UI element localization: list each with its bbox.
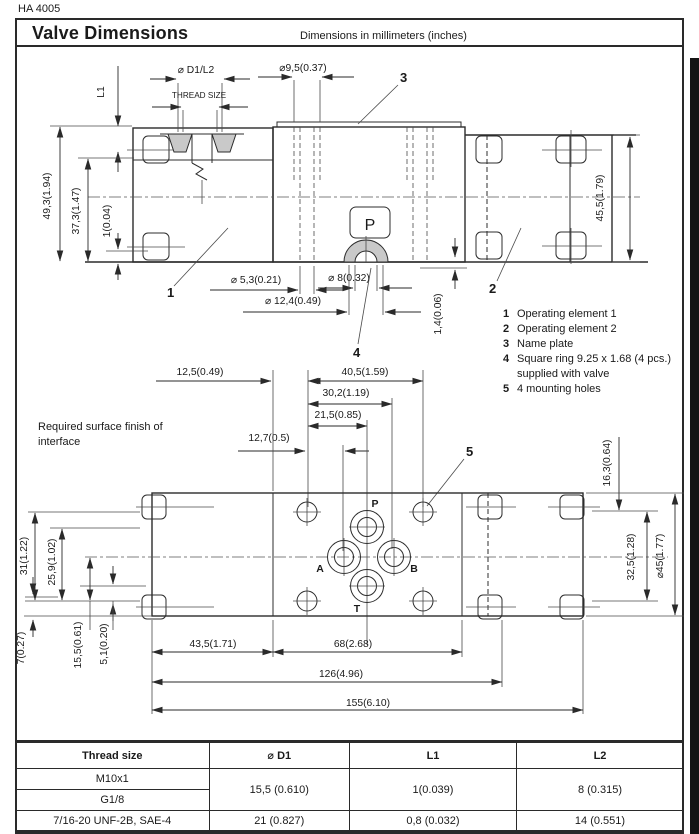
dim-label: 12,7(0.5) bbox=[248, 433, 290, 444]
dim-label: ⌀ 8(0.32) bbox=[328, 273, 370, 284]
cell-l2-merged: 8 (0.315) bbox=[516, 769, 683, 811]
port-label-t: T bbox=[353, 603, 361, 615]
col-header-l1: L1 bbox=[349, 742, 516, 769]
dim-label: 16,3(0.64) bbox=[602, 439, 613, 487]
dim-label: 12,5(0.49) bbox=[176, 367, 224, 378]
legend-item-number: 3 bbox=[503, 338, 510, 350]
table-header-row bbox=[16, 742, 684, 769]
dim-label: 155(6.10) bbox=[345, 698, 391, 709]
legend-item-text: Name plate bbox=[517, 338, 574, 350]
cell-d1-merged: 15,5 (0.610) bbox=[209, 769, 349, 811]
cell-thread-m10x1: M10x1 bbox=[16, 769, 210, 790]
dim-label: 7(0.27) bbox=[16, 631, 27, 665]
dim-label: ⌀9,5(0.37) bbox=[279, 63, 327, 74]
cell-d1-unf: 21 (0.827) bbox=[209, 811, 349, 833]
legend-item bbox=[503, 322, 671, 337]
port-label-a: A bbox=[316, 563, 324, 575]
callout-2: 2 bbox=[489, 281, 497, 296]
legend-item-number: 2 bbox=[503, 323, 510, 335]
legend-item-number: 5 bbox=[503, 383, 510, 395]
legend-item bbox=[503, 367, 671, 382]
dim-label: ⌀ D1/L2 bbox=[177, 65, 215, 76]
legend-item-number: 1 bbox=[503, 308, 510, 320]
upper-side-view bbox=[85, 80, 648, 264]
port-label-b: B bbox=[410, 563, 418, 575]
cell-l1-merged: 1(0.039) bbox=[349, 769, 516, 811]
table-row bbox=[16, 811, 684, 833]
legend-item-text: 4 mounting holes bbox=[517, 383, 601, 395]
surface-finish-note bbox=[38, 420, 163, 450]
cell-thread-g18: G1/8 bbox=[16, 790, 210, 811]
thread-dimensions-table bbox=[15, 740, 684, 834]
legend-item-text: Square ring 9.25 x 1.68 (4 pcs.) bbox=[517, 353, 672, 365]
dim-label: 68(2.68) bbox=[333, 639, 373, 650]
dim-label: 45,5(1.79) bbox=[595, 174, 606, 222]
dim-label: 49,3(1.94) bbox=[42, 172, 53, 220]
legend-item-text: Operating element 1 bbox=[517, 308, 617, 320]
dim-label: 1,4(0.06) bbox=[433, 293, 444, 335]
document-code: HA 4005 bbox=[18, 3, 61, 15]
dim-label: 40,5(1.59) bbox=[341, 367, 389, 378]
cell-l2-unf: 14 (0.551) bbox=[516, 811, 683, 833]
legend-item bbox=[503, 352, 671, 367]
col-header-d1: ⌀ D1 bbox=[209, 742, 349, 769]
dim-label: 15,5(0.61) bbox=[73, 621, 84, 669]
callout-1: 1 bbox=[167, 285, 175, 300]
port-p-marking: P bbox=[364, 217, 376, 234]
page-edge-bar bbox=[690, 58, 699, 834]
surface-finish-note-line2: interface bbox=[38, 436, 81, 448]
col-header-l2: L2 bbox=[516, 742, 683, 769]
dim-label: ⌀ 5,3(0.21) bbox=[230, 275, 282, 286]
col-header-thread-size: Thread size bbox=[16, 742, 210, 769]
dim-label: 5,1(0.20) bbox=[99, 623, 110, 665]
page-title: Valve Dimensions bbox=[32, 23, 189, 43]
port-label-p: P bbox=[371, 498, 379, 510]
dim-label: 1(0.04) bbox=[102, 204, 113, 238]
callout-5: 5 bbox=[466, 444, 474, 459]
legend-item-text: Operating element 2 bbox=[517, 323, 617, 335]
legend-item bbox=[503, 307, 671, 322]
surface-finish-note-line1: Required surface finish of bbox=[38, 421, 163, 433]
legend-item bbox=[503, 382, 671, 397]
dim-label: 30,2(1.19) bbox=[322, 388, 370, 399]
lower-top-view bbox=[85, 493, 668, 619]
dim-label: THREAD SIZE bbox=[171, 91, 227, 100]
legend-item bbox=[503, 337, 671, 352]
lower-view-dimensions bbox=[16, 437, 684, 714]
legend-item-text: supplied with valve bbox=[517, 368, 610, 380]
cell-thread-unf: 7/16-20 UNF-2B, SAE-4 bbox=[16, 811, 210, 833]
callout-3: 3 bbox=[400, 70, 408, 85]
dim-label: 126(4.96) bbox=[318, 669, 364, 680]
dim-label: ⌀45(1.77) bbox=[655, 533, 666, 579]
table-row bbox=[16, 769, 684, 790]
cell-l1-unf: 0,8 (0.032) bbox=[349, 811, 516, 833]
dim-label: L1 bbox=[96, 86, 107, 98]
dim-label: 32,5(1.28) bbox=[626, 533, 637, 581]
callout-4: 4 bbox=[353, 345, 361, 360]
dim-label: 21,5(0.85) bbox=[314, 410, 362, 421]
dim-label: ⌀ 12,4(0.49) bbox=[265, 296, 321, 307]
legend-item-number bbox=[503, 367, 517, 382]
legend bbox=[503, 307, 671, 397]
legend-item-number: 4 bbox=[503, 353, 510, 365]
dim-label: 31(1.22) bbox=[19, 536, 30, 576]
units-note: Dimensions in millimeters (inches) bbox=[300, 30, 467, 42]
dim-label: 25,9(1.02) bbox=[47, 538, 58, 586]
dim-label: 43,5(1.71) bbox=[189, 639, 237, 650]
dim-label: 37,3(1.47) bbox=[71, 187, 82, 235]
